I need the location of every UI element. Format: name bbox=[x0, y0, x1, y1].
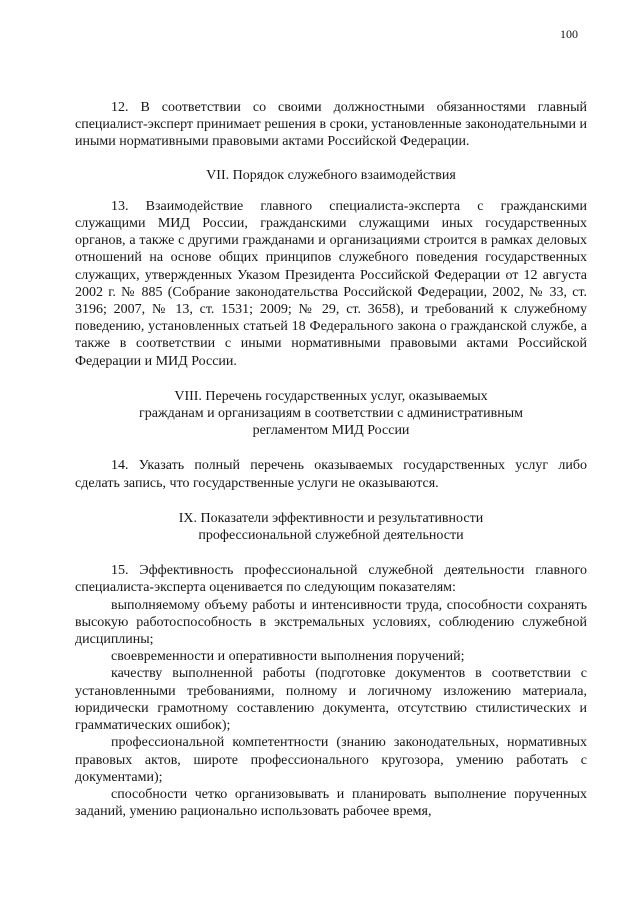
section-heading-viii bbox=[75, 388, 587, 440]
paragraph-14: 14. Указать полный перечень оказываемых государственных услуг либо сделать запись, что государственные услуги не оказываются. bbox=[75, 458, 587, 491]
document-body bbox=[75, 99, 587, 820]
paragraph-15: 15. Эффективность профессиональной служебной деятельности главного специалиста-эксперта оценивается по следующим показателям: bbox=[75, 563, 587, 596]
section-heading-viii-line-3: регламентом МИД России bbox=[252, 423, 410, 439]
section-heading-ix-line-2: профессиональной служебной деятельности bbox=[198, 528, 464, 544]
indicator-item-3: качеству выполненной работы (подготовке документов в соответствии с установленными требованиями, полному и логичному изложению материала, юридически грамотному составлению документа, отсутствию стилистических и грамматических ошибок); bbox=[75, 666, 587, 734]
indicator-item-1: выполняемому объему работы и интенсивности труда, способности сохранять высокую работоспособность в экстремальных условиях, соблюдению служебной дисциплины; bbox=[75, 597, 587, 648]
indicator-item-4: профессиональной компетентности (знанию законодательных, нормативных правовых актов, широте профессионального кругозора, умению работать с документами); bbox=[75, 735, 587, 785]
indicator-item-2: своевременности и оперативности выполнения поручений; bbox=[111, 649, 465, 665]
paragraph-12: 12. В соответствии со своими должностными обязанностями главный специалист-эксперт принимает решения в сроки, установленные законодательными и иными нормативными правовыми актами Российской Федерации. bbox=[75, 100, 587, 150]
section-heading-vii: VII. Порядок служебного взаимодействия bbox=[206, 167, 456, 183]
indicator-item-5: способности четко организовывать и планировать выполнение порученных заданий, умению рационально использовать рабочее время, bbox=[75, 786, 587, 820]
paragraph-13: 13. Взаимодействие главного специалиста-эксперта с гражданскими служащими МИД России, гражданскими служащими иных государственных органов, а также с другими гражданами и организациями строится в рамках деловых отношений на основе общих принципов служебного поведения государственных служащих, утвержденных Указом Президента Российской Федерации от 12 августа 2002 г. № 885 (Собрание законодательства Российской Федерации, 2002, № 33, ст. 3196; 2007, № 13, ст. 1531; 2009; № 29, ст. 3658), и требований к служебному поведению, установленных статьей 18 Федерального закона о гражданской службе, а также в соответствии с иными нормативными правовыми актами Российской Федерации и МИД России. bbox=[75, 198, 587, 369]
section-heading-ix-line-1: IX. Показатели эффективности и результативности bbox=[178, 510, 484, 526]
section-heading-viii-line-1: VIII. Перечень государственных услуг, оказываемых bbox=[174, 388, 488, 404]
section-heading-viii-line-2: гражданам и организациям в соответствии с административным bbox=[139, 406, 523, 422]
section-heading-ix bbox=[75, 510, 587, 544]
page-number: 100 bbox=[560, 27, 578, 41]
